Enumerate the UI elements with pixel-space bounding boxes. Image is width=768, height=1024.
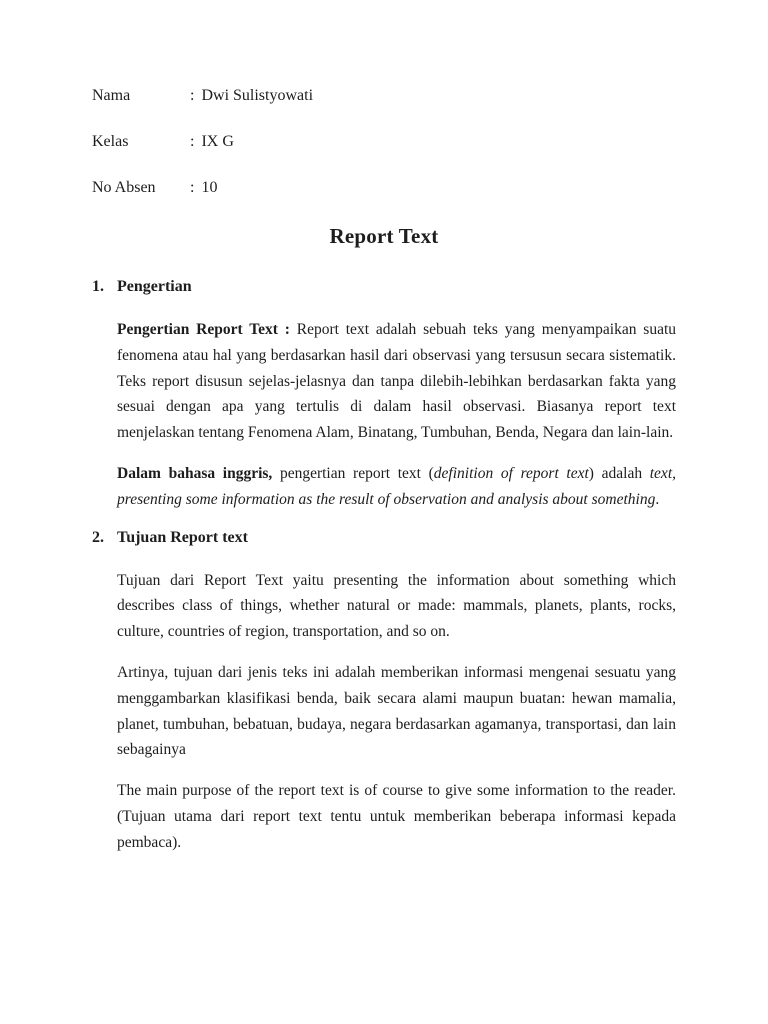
section-heading-tujuan [92,528,676,548]
paragraph-main-purpose [117,778,676,855]
info-row-kelas [92,132,676,152]
info-value-no-absen: 10 [201,179,218,196]
section-heading-pengertian [92,277,676,297]
text-run: Report text adalah sebuah teks yang menyampaikan suatu fenomena atau hal yang berdasarkan hasil dari observasi yang tersusun secara sistematik. Teks report disusun sejelas-jelasnya dan tanpa dilebih-lebihkan berdasarkan fakta yang sesuai dengan apa yang tertulis di dalam hasil observasi. Biasanya report text menjelaskan tentang Fenomena Alam, Binatang, Tumbuhan, Benda, Negara dan lain-lain. [117,321,676,442]
section-number: 2. [92,528,104,546]
info-label-nama: Nama [92,87,131,104]
section-pengertian [92,277,676,513]
section-body-pengertian [92,317,676,513]
text-run: Artinya, tujuan dari jenis teks ini adalah memberikan informasi mengenai sesuatu yang menggambarkan klasifikasi benda, baik secara alami maupun buatan: hewan mamalia, planet, tumbuhan, bebatuan, budaya, negara berdasarkan agamanya, transportasi, dan lain sebagainya [117,663,676,759]
text-run: Tujuan dari Report Text yaitu presenting the information about something which describes class of things, whether natural or made: mammals, planets, plants, rocks, culture, countries of region, transportation, and so on. [117,571,676,641]
paragraph-definition-id [117,317,676,446]
section-title: Pengertian [117,278,192,295]
italic-text-run: definition of report text [433,464,589,482]
info-row-no-absen [92,178,676,198]
text-run: . [655,490,660,508]
info-label-kelas: Kelas [92,133,129,150]
italic-text-run: text, presenting some information as the result of observation and analysis about something [117,464,676,508]
bold-text-run: Pengertian Report Text : [117,321,297,338]
info-value-kelas: IX G [201,133,234,150]
section-tujuan [92,528,676,856]
section-title: Tujuan Report text [117,528,248,546]
student-info-block [92,86,676,198]
paragraph-purpose-en [117,568,676,645]
info-row-nama [92,86,676,106]
section-number: 1. [92,278,104,295]
info-colon: : [190,179,195,196]
info-label-no-absen: No Absen [92,179,156,196]
text-run: The main purpose of the report text is of course to give some information to the reader. (Tujuan utama dari report text tentu untuk memberikan beberapa informasi kepada pembaca). [117,782,676,851]
bold-text-run: Dalam bahasa inggris, [117,464,280,482]
info-value-nama: Dwi Sulistyowati [201,87,314,104]
paragraph-purpose-id [117,660,676,763]
document-title: Report Text [329,224,439,248]
paragraph-definition-en [117,461,676,513]
section-body-tujuan [92,568,676,856]
info-colon: : [190,87,195,104]
text-run: pengertian report text ( [279,464,434,482]
info-colon: : [190,133,195,150]
text-run: ) adalah [588,464,650,482]
